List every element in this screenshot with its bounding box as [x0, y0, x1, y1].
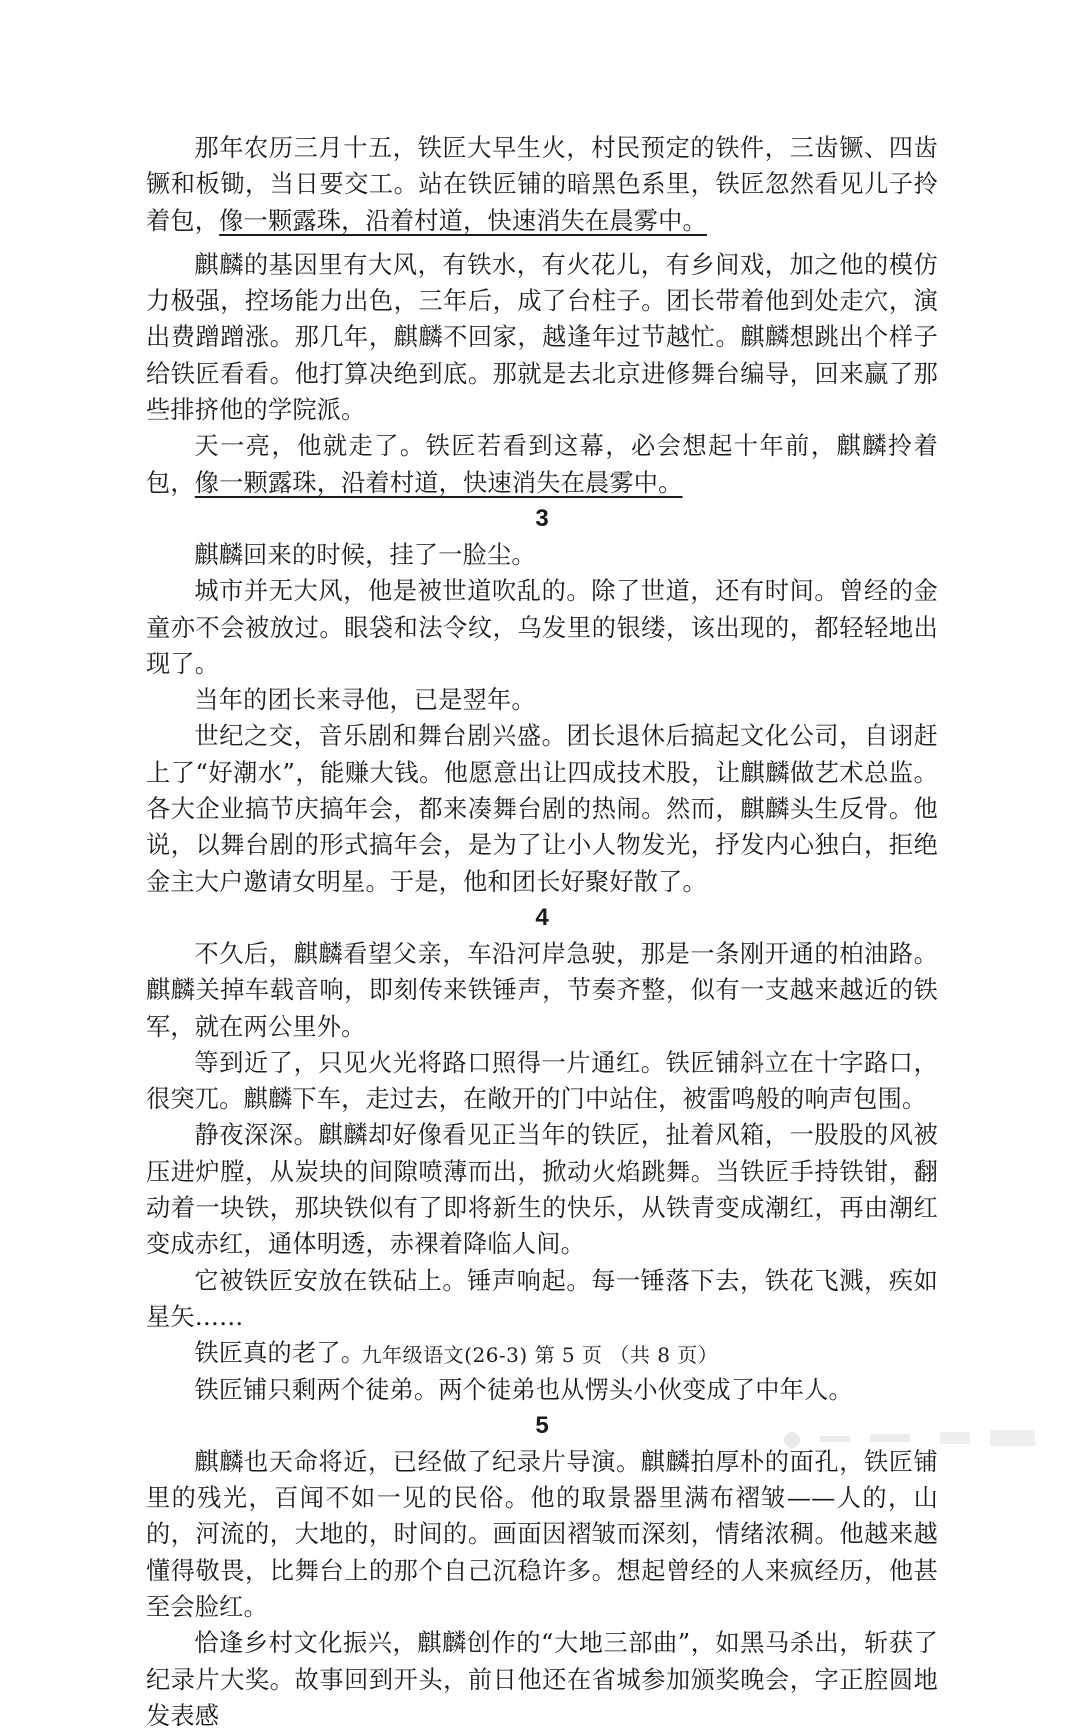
paragraph-text: 那年农历三月十五，铁匠大早生火，村民预定的铁件，三齿镢、四齿镢和板锄，当日要交工。站在铁匠铺的暗黑色系里，铁匠忽然看见儿子拎着包， [146, 134, 938, 235]
underlined-sentence: 像一颗露珠，沿着村道，快速消失在晨雾中。 [194, 468, 683, 497]
paragraph: 麒麟也天命将近，已经做了纪录片导演。麒麟拍厚朴的面孔，铁匠铺里的残光，百闻不如一见的民俗。他的取景器里满布褶皱——人的，山的，河流的，大地的，时间的。画面因褶皱而深刻，情绪浓稠。他越来越懂得敬畏，比舞台上的那个自己沉稳许多。想起曾经的人来疯经历，他甚至会脸红。 [146, 1447, 938, 1621]
underlined-sentence: 像一颗露珠，沿着村道，快速消失在晨雾中。 [219, 206, 707, 235]
paragraph: 麒麟回来的时候，挂了一脸尘。 [194, 540, 536, 569]
section-number-3: 3 [535, 504, 549, 532]
paragraph: 它被铁匠安放在铁砧上。锤声响起。每一锤落下去，铁花飞溅，疾如星矢…… [146, 1266, 938, 1331]
paragraph-text: 天一亮，他就走了。铁匠若看到这幕，必会想起十年前，麒麟拎着包， [146, 432, 938, 497]
paragraph: 世纪之交，音乐剧和舞台剧兴盛。团长退休后搞起文化公司，自诩赶上了“好潮水”，能赚大钱。他愿意出让四成技术股，让麒麟做艺术总监。各大企业搞节庆搞年会，都来凑舞台剧的热闹。然而，麒麟头生反骨。他说，以舞台剧的形式搞年会，是为了让小人物发光，抒发内心独白，拒绝金主大户邀请女明星。于是，他和团长好聚好散了。 [146, 722, 938, 896]
section-number-4: 4 [535, 903, 549, 931]
paragraph: 不久后，麒麟看望父亲，车沿河岸急驶，那是一条刚开通的柏油路。麒麟关掉车载音响，即刻传来铁锤声，节奏齐整，似有一支越来越近的铁军，就在两公里外。 [146, 939, 938, 1041]
paragraph: 城市并无大风，他是被世道吹乱的。除了世道，还有时间。曾经的金童亦不会被放过。眼袋和法令纹，乌发里的银缕，该出现的，都轻轻地出现了。 [146, 577, 938, 678]
section-number-5: 5 [535, 1411, 549, 1439]
paragraph: 铁匠真的老了。 [194, 1339, 366, 1368]
paragraph-3 [146, 428, 938, 501]
paragraph: 铁匠铺只剩两个徒弟。两个徒弟也从愣头小伙变成了中年人。 [194, 1375, 853, 1404]
paragraph-1 [146, 130, 938, 239]
page-footer: 九年级语文(26-3) 第 5 页 （共 8 页） [361, 1343, 719, 1367]
paragraph-2: 麒麟的基因里有大风，有铁水，有火花儿，有乡间戏，加之他的模仿力极强，控场能力出色，三年后，成了台柱子。团长带着他到处走穴，演出费蹭蹭涨。那几年，麒麟不回家，越逢年过节越忙。麒麟想跳出个样子给铁匠看看。他打算决绝到底。那就是去北京进修舞台编导，回来赢了那些排挤他的学院派。 [146, 250, 938, 425]
paragraph: 等到近了，只见火光将路口照得一片通红。铁匠铺斜立在十字路口，很突兀。麒麟下车，走过去，在敞开的门中站住，被雷鸣般的响声包围。 [146, 1048, 938, 1114]
document-page [146, 130, 938, 1734]
watermark-logo [780, 1418, 1050, 1458]
paragraph: 当年的团长来寻他，已是翌年。 [194, 686, 536, 715]
paragraph: 恰逢乡村文化振兴，麒麟创作的“大地三部曲”，如黑马杀出，斩获了纪录片大奖。故事回到开头，前日他还在省城参加颁奖晚会，字正腔圆地发表感 [146, 1629, 938, 1730]
paragraph: 静夜深深。麒麟却好像看见正当年的铁匠，扯着风箱，一股股的风被压进炉膛，从炭块的间隙喷薄而出，掀动火焰跳舞。当铁匠手持铁钳，翻动着一块铁，那块铁似有了即将新生的快乐，从铁青变成潮红，再由潮红变成赤红，通体明透，赤裸着降临人间。 [146, 1121, 938, 1259]
